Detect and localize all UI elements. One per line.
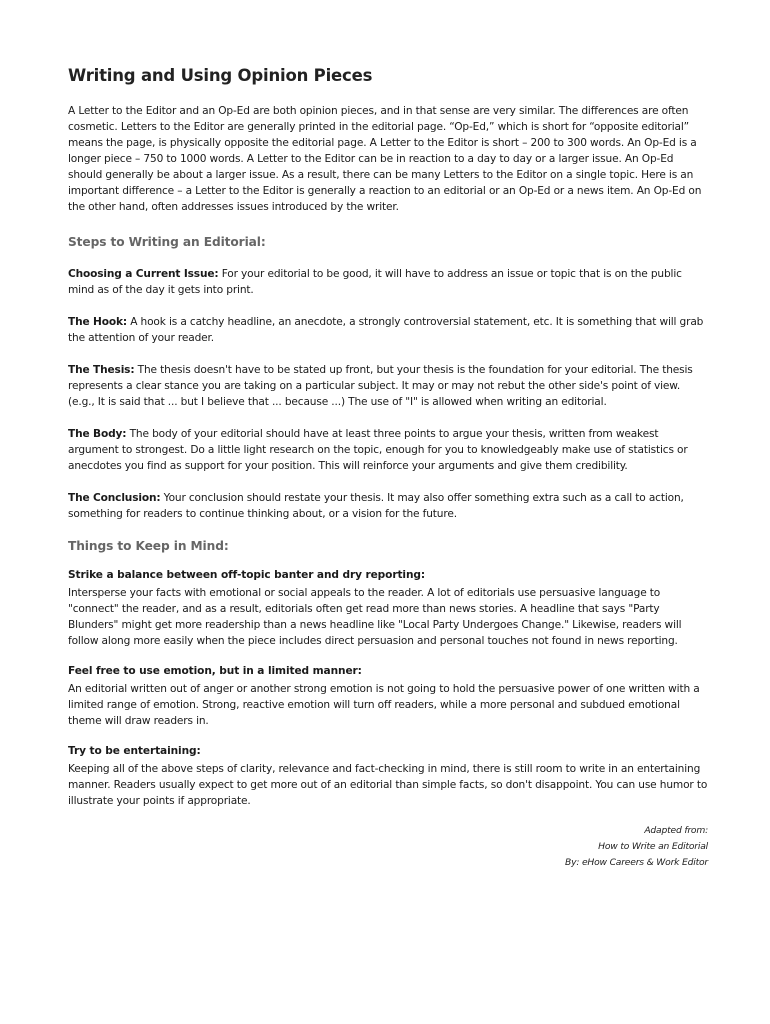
tip-emotion	[68, 663, 708, 729]
tip-entertaining	[68, 743, 708, 809]
step-label: The Conclusion:	[68, 492, 161, 504]
keep-in-mind-heading: Things to Keep in Mind:	[68, 539, 229, 553]
steps-heading: Steps to Writing an Editorial:	[68, 235, 266, 249]
attribution-author: By: eHow Careers & Work Editor	[565, 857, 708, 868]
step-label: Choosing a Current Issue:	[68, 268, 219, 280]
tip-text: Keeping all of the above steps of clarity, relevance and fact-checking in mind, there is still room to write in an entertaining manner. Readers usually expect to get more out of an editorial than simple facts, so don't disappoint. You can use humor to illustrate your points if appropriate.	[68, 763, 708, 807]
tip-heading: Feel free to use emotion, but in a limited manner:	[68, 665, 362, 677]
step-label: The Thesis:	[68, 364, 135, 376]
attribution	[68, 823, 708, 871]
step-label: The Hook:	[68, 316, 127, 328]
tip-text: An editorial written out of anger or another strong emotion is not going to hold the persuasive power of one written with a limited range of emotion. Strong, reactive emotion will turn off readers, while a more personal and subdued emotional theme will draw readers in.	[68, 683, 700, 727]
tip-heading: Try to be entertaining:	[68, 745, 201, 757]
step-hook	[68, 314, 708, 346]
step-conclusion	[68, 490, 708, 522]
step-label: The Body:	[68, 428, 127, 440]
attribution-source-title: How to Write an Editorial	[598, 841, 708, 852]
tip-balance	[68, 567, 708, 649]
step-text: The thesis doesn't have to be stated up front, but your thesis is the foundation for your editorial. The thesis represents a clear stance you are taking on a particular subject. It may or may not rebut the other side's point of view. (e.g., It is said that ... but I believe that ... because ...) The use of "I" is allowed when writing an editorial.	[68, 364, 693, 408]
step-text: Your conclusion should restate your thesis. It may also offer something extra such as a call to action, something for readers to continue thinking about, or a vision for the future.	[68, 492, 684, 520]
page-title: Writing and Using Opinion Pieces	[68, 66, 373, 85]
intro-paragraph: A Letter to the Editor and an Op-Ed are both opinion pieces, and in that sense are very similar. The differences are often cosmetic. Letters to the Editor are generally printed in the editorial page. “Op-Ed,” which is short for “opposite editorial” means the page, is physically opposite the editorial page. A Letter to the Editor is short – 200 to 300 words. An Op-Ed is a longer piece – 750 to 1000 words. A Letter to the Editor can be in reaction to a day to day or a larger issue. An Op-Ed should generally be about a larger issue. As a result, there can be many Letters to the Editor on a single topic. Here is an important difference – a Letter to the Editor is generally a reaction to an editorial or an Op-Ed or a news item. An Op-Ed on the other hand, often addresses issues introduced by the writer.	[68, 105, 702, 213]
tip-text: Intersperse your facts with emotional or social appeals to the reader. A lot of editorials use persuasive language to "connect" the reader, and as a result, editorials often get read more than news stories. A headline that says "Party Blunders" might get more readership than a news headline like "Local Party Undergoes Change." Likewise, readers will follow along more easily when the piece includes direct persuasion and personal touches not found in news reporting.	[68, 587, 682, 647]
tip-heading: Strike a balance between off-topic banter and dry reporting:	[68, 569, 426, 581]
step-current-issue	[68, 266, 708, 298]
step-text: The body of your editorial should have at least three points to argue your thesis, written from weakest argument to strongest. Do a little light research on the topic, enough for you to knowledgeably make use of statistics or anecdotes you find as support for your position. This will reinforce your arguments and give them credibility.	[68, 428, 688, 472]
step-body	[68, 426, 708, 474]
step-text: For your editorial to be good, it will have to address an issue or topic that is on the public mind as of the day it gets into print.	[68, 268, 682, 296]
step-text: A hook is a catchy headline, an anecdote, a strongly controversial statement, etc. It is something that will grab the attention of your reader.	[68, 316, 704, 344]
step-thesis	[68, 362, 708, 410]
attribution-adapted: Adapted from:	[644, 825, 708, 836]
document-page	[68, 66, 708, 871]
